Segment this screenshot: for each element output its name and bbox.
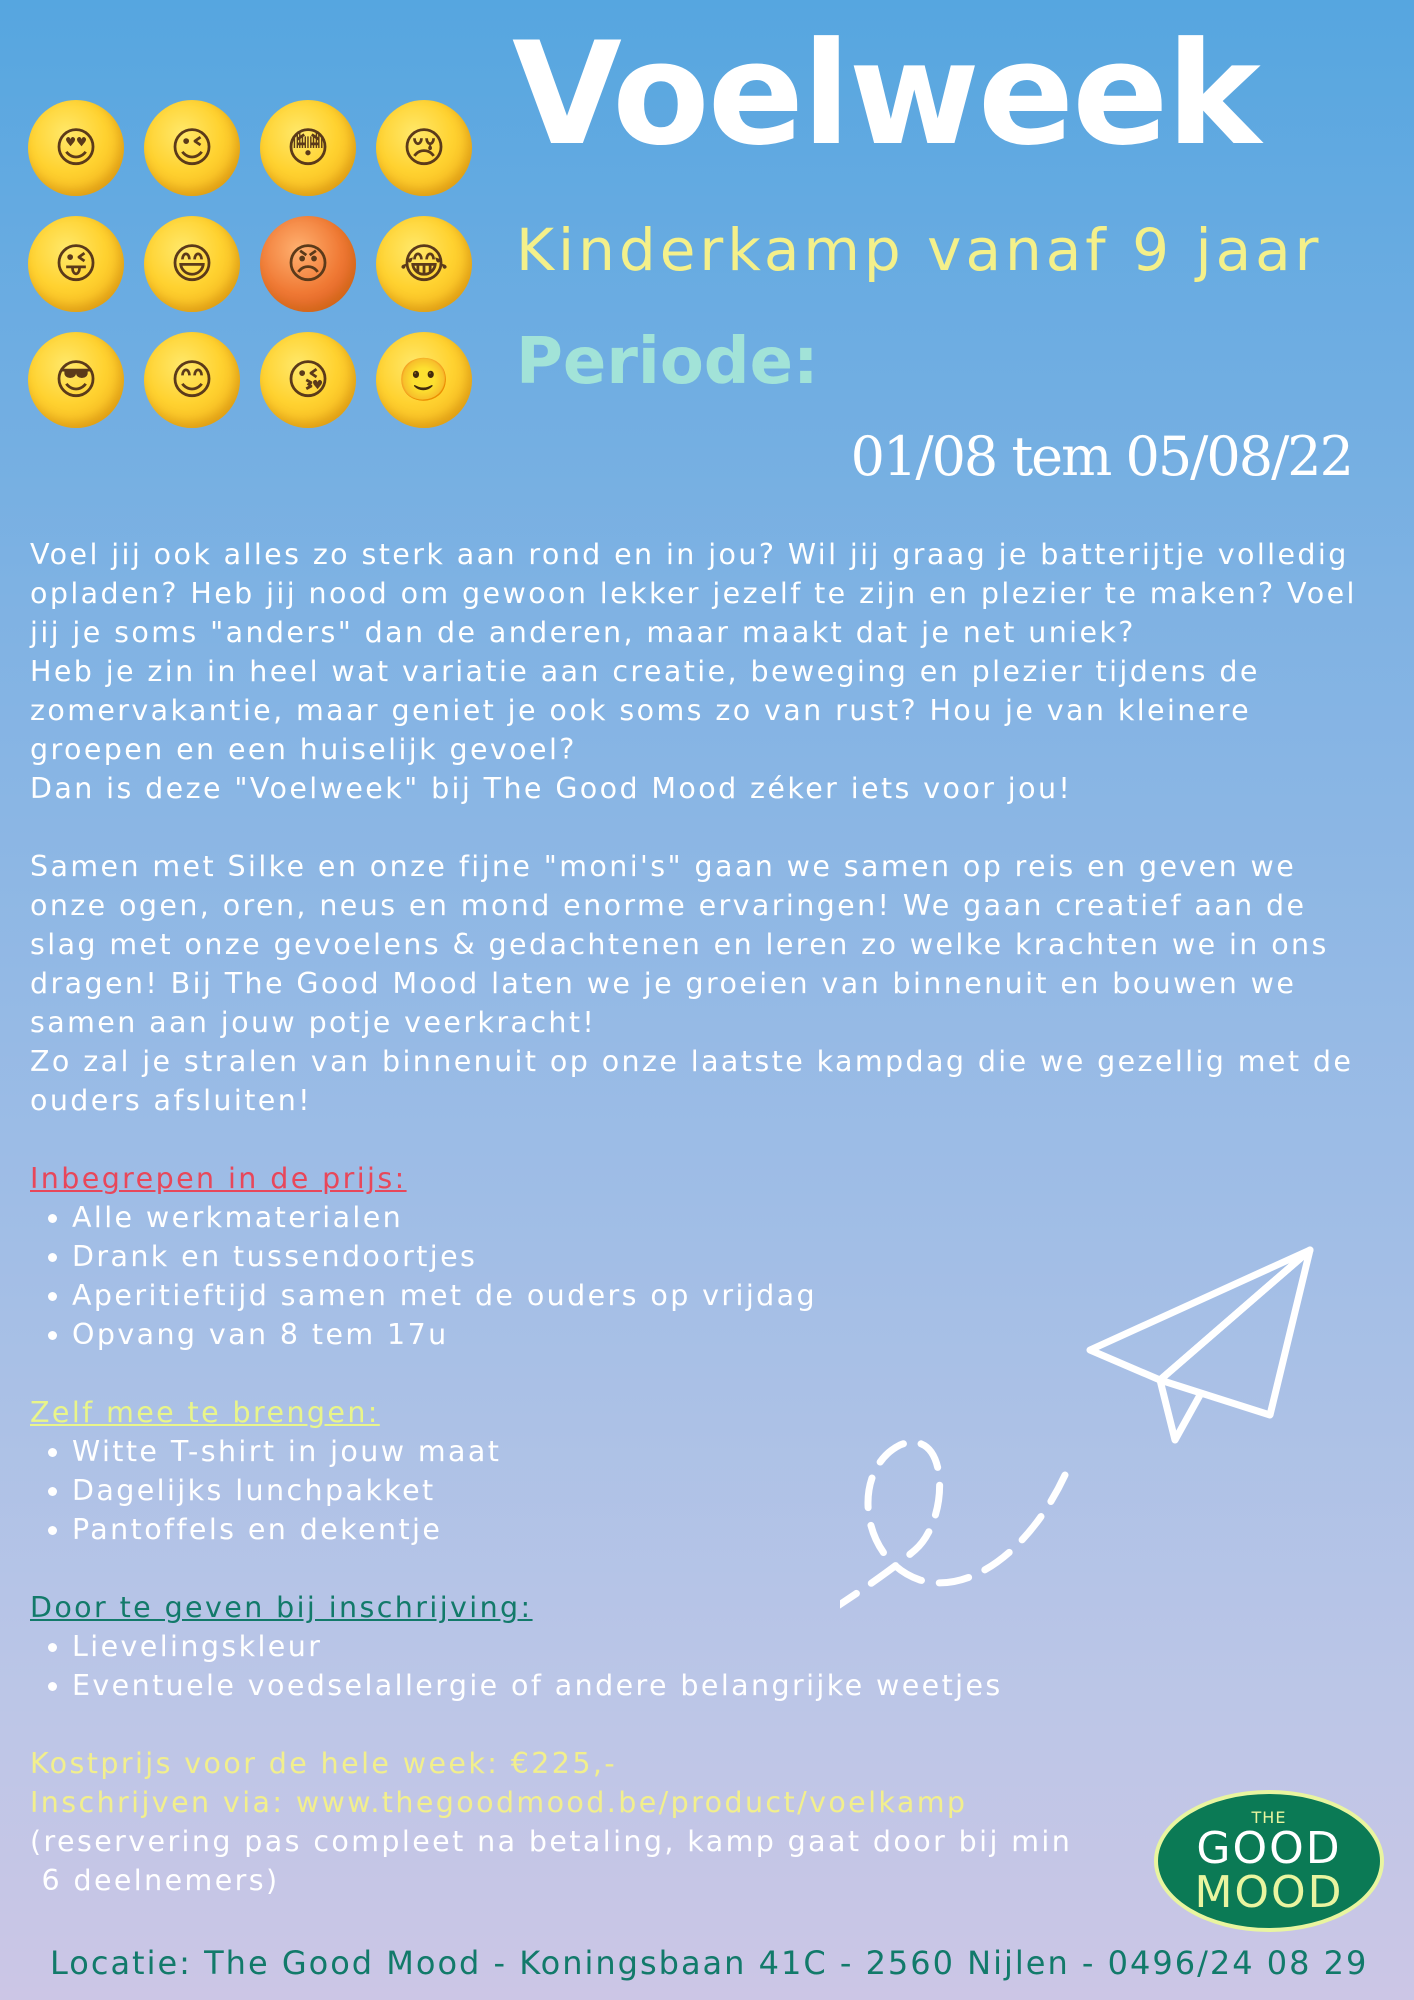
paper-plane-icon — [840, 1230, 1330, 1630]
list-item: • Lievelingskleur — [72, 1627, 1380, 1666]
emoji-glyph: 😎 — [54, 355, 98, 404]
smile-emoji-icon — [376, 332, 472, 428]
intro-paragraph: Dan is deze "Voelweek" bij The Good Mood zéker iets voor jou! — [30, 772, 1073, 805]
emoji-glyph: 🙂 — [397, 355, 451, 404]
list-item: • Alle werkmaterialen — [72, 1198, 1380, 1237]
logo-mood: MOOD — [1194, 1866, 1344, 1918]
period-value: 01/08 tem 05/08/22 — [850, 425, 1352, 488]
page-title: Voelweek — [512, 12, 1259, 177]
register-heading: Door te geven bij inschrijving: — [30, 1591, 533, 1624]
included-heading: Inbegrepen in de prijs: — [30, 1162, 407, 1195]
footer-location: Locatie: The Good Mood - Koningsbaan 41C - 2560 Nijlen - 0496/24 08 29 — [50, 1944, 1369, 1982]
list-item: • Dagelijks lunchpakket — [72, 1471, 1380, 1510]
emoji-glyph: 😘 — [286, 355, 330, 404]
heart-eyes-emoji-icon — [28, 100, 124, 196]
intro-paragraph: Heb je zin in heel wat variatie aan creatie, beweging en plezier tijdens de zomervakantie, maar geniet je ook soms zo van rust? Hou je van kleinere groepen en een huiselijk gevoel? — [30, 655, 1260, 766]
note-text: 6 deelnemers) — [30, 1864, 280, 1897]
crying-emoji-icon — [376, 100, 472, 196]
list-item: • Aperitieftijd samen met de ouders op vrijdag — [72, 1276, 1380, 1315]
signup-link[interactable]: Inschrijven via: www.thegoodmood.be/product/voelkamp — [30, 1786, 968, 1819]
list-item: • Drank en tussendoortjes — [72, 1237, 1380, 1276]
intro-paragraph: Voel jij ook alles zo sterk aan rond en in jou? Wil jij graag je batterijtje volledig opladen? Heb jij nood om gewoon lekker jezelf te zijn en plezier te maken? Voel jij je soms "anders" dan de anderen, maar maakt dat je net uniek? — [30, 538, 1357, 649]
tongue-out-emoji-icon — [28, 216, 124, 312]
note-text: (reservering pas compleet na betaling, kamp gaat door bij min — [30, 1825, 1073, 1858]
description-paragraph: Zo zal je stralen van binnenuit op onze laatste kampdag die we gezellig met de ouders afsluiten! — [30, 1045, 1354, 1117]
emoji-glyph: 😊 — [170, 355, 214, 404]
emoji-glyph: 😍 — [54, 123, 98, 172]
period-label: Periode: — [516, 325, 819, 399]
emoji-glyph: 😂 — [399, 239, 449, 288]
body-text — [30, 535, 1380, 1900]
list-item: • Opvang van 8 tem 17u — [72, 1315, 1380, 1354]
description-paragraph: Samen met Silke en onze fijne "moni's" gaan we samen op reis en geven we onze ogen, oren, neus en mond enorme ervaringen! We gaan creatief aan de slag met onze gevoelens & gedachtenen en leren zo welke krachten we in ons dragen! Bij The Good Mood laten we je groeien van binnenuit en bouwen we samen aan jouw potje veerkracht! — [30, 850, 1329, 1039]
emoji-glyph: 😢 — [402, 123, 446, 172]
list-item: • Pantoffels en dekentje — [72, 1510, 1380, 1549]
surprised-emoji-icon — [260, 100, 356, 196]
kiss-emoji-icon — [260, 332, 356, 428]
tears-of-joy-emoji-icon — [376, 216, 472, 312]
sunglasses-emoji-icon — [28, 332, 124, 428]
bring-heading: Zelf mee te brengen: — [30, 1396, 380, 1429]
subtitle: Kinderkamp vanaf 9 jaar — [516, 216, 1323, 284]
emoji-glyph: 😜 — [54, 239, 98, 288]
good-mood-logo — [1154, 1790, 1384, 1932]
emoji-glyph: 😄 — [170, 239, 214, 288]
list-item: • Witte T-shirt in jouw maat — [72, 1432, 1380, 1471]
register-list — [30, 1627, 1380, 1705]
logo-the: THE — [1251, 1807, 1287, 1827]
logo-good: GOOD — [1196, 1822, 1342, 1874]
list-item: • Eventuele voedselallergie of andere belangrijke weetjes — [72, 1666, 1380, 1705]
price-text: Kostprijs voor de hele week: €225,- — [30, 1747, 618, 1780]
wink-emoji-icon — [144, 100, 240, 196]
angry-emoji-icon — [260, 216, 356, 312]
grinning-emoji-icon — [144, 216, 240, 312]
blushing-emoji-icon — [144, 332, 240, 428]
emoji-glyph: 😳 — [286, 123, 330, 172]
emoji-glyph: 😠 — [286, 239, 330, 288]
emoji-glyph: 😉 — [170, 123, 214, 172]
